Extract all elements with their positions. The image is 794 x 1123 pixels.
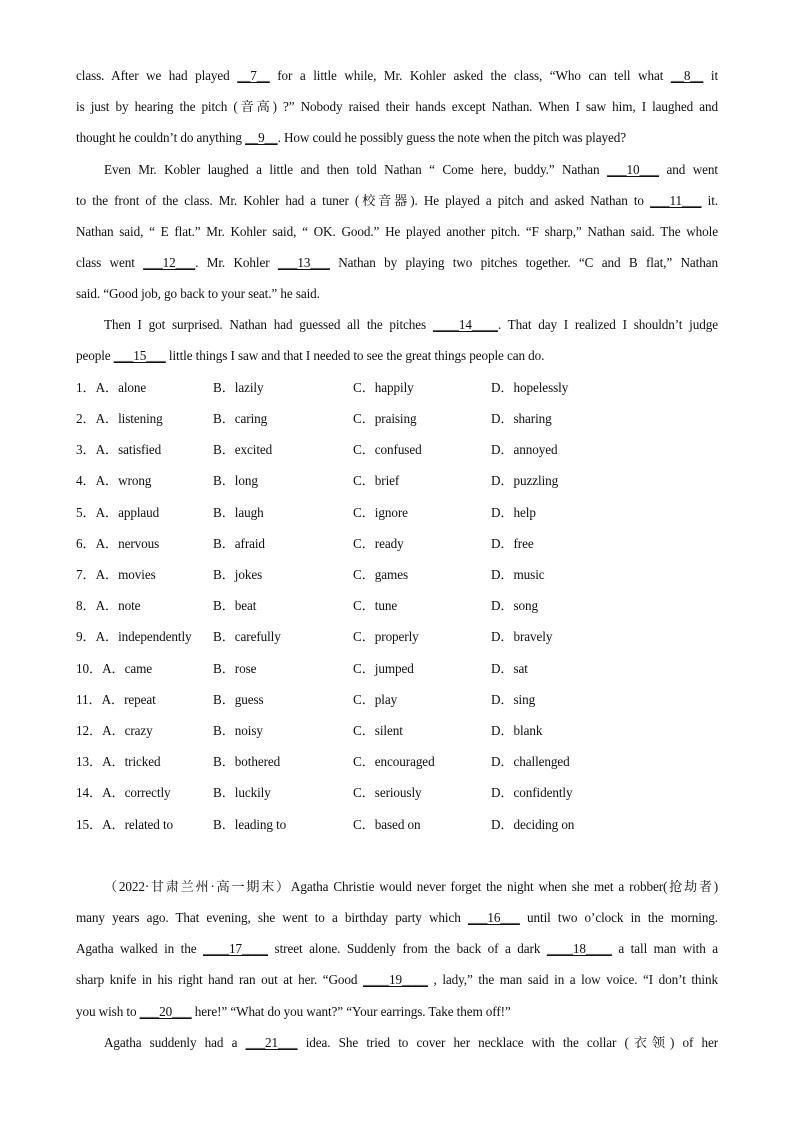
question-number: 10． — [76, 661, 103, 676]
option-b: B．long — [213, 473, 258, 488]
question-row — [76, 690, 718, 710]
question-row — [76, 721, 718, 741]
option-c: C．play — [353, 692, 398, 707]
text-segment: class. After we had played — [76, 68, 238, 83]
text-segment: people — [76, 348, 114, 363]
option-a: A．correctly — [102, 785, 171, 800]
answer-blank: ___12___ — [143, 255, 196, 270]
text-segment: street alone. Suddenly from the back of a dark — [268, 941, 547, 956]
option-d: D．hopelessly — [491, 380, 569, 395]
option-group-a — [76, 534, 159, 554]
option-a: A．applaud — [95, 505, 160, 520]
text-segment: class went — [76, 255, 144, 270]
text-line — [76, 970, 718, 990]
question-row — [76, 596, 718, 616]
option-a: A．came — [102, 661, 153, 676]
option-a: A．satisfied — [95, 442, 162, 457]
option-b: B．lazily — [213, 380, 264, 395]
text-line — [76, 191, 718, 211]
option-group-a — [76, 440, 161, 460]
option-b: B．caring — [213, 411, 268, 426]
text-segment: until two o’clock in the morning. — [519, 910, 718, 925]
option-c: C．encouraged — [353, 754, 435, 769]
option-group-a — [76, 409, 163, 429]
text-segment: , lady,” the man said in a low voice. “I don’t think — [427, 972, 718, 987]
option-b: B．bothered — [213, 754, 281, 769]
option-group-a — [76, 690, 156, 710]
text-segment: said. “Good job, go back to your seat.” he said. — [76, 286, 320, 301]
option-d: D．challenged — [491, 754, 570, 769]
option-c: C．jumped — [353, 661, 414, 676]
text-segment: （2022·甘肃兰州·高一期末）Agatha Christie would never forget the night when she met a robber(抢劫者) — [104, 879, 718, 894]
option-c: C．games — [353, 567, 408, 582]
question-row — [76, 440, 718, 460]
answer-blank: ___20___ — [139, 1004, 192, 1019]
question-number: 6． — [76, 536, 96, 551]
option-group-a — [76, 659, 152, 679]
option-b: B．guess — [213, 692, 264, 707]
answer-blank: ___21___ — [245, 1035, 298, 1050]
answer-blank: ____17____ — [203, 941, 268, 956]
text-line — [76, 222, 718, 242]
question-row — [76, 534, 718, 554]
text-segment: sharp knife in his right hand ran out at her. “Good — [76, 972, 363, 987]
text-segment: it. — [701, 193, 718, 208]
option-b: B．noisy — [213, 723, 263, 738]
question-number: 13． — [76, 754, 103, 769]
question-number: 2． — [76, 411, 96, 426]
answer-blank: ___10___ — [607, 162, 659, 177]
question-row — [76, 815, 718, 835]
option-b: B．excited — [213, 442, 273, 457]
answer-blank: ___15___ — [113, 348, 166, 363]
option-group-a — [76, 596, 140, 616]
answer-blank: ____14____ — [432, 317, 498, 332]
text-segment: Nathan by playing two pitches together. “C and B flat,” Nathan — [329, 255, 718, 270]
text-segment: . How could he possibly guess the note when the pitch was played? — [277, 130, 626, 145]
text-line — [76, 908, 718, 928]
option-a: A．alone — [95, 380, 147, 395]
answer-blank: ___11___ — [650, 193, 702, 208]
text-line — [76, 1002, 718, 1022]
option-c: C．seriously — [353, 785, 422, 800]
text-segment: Even Mr. Kobler laughed a little and then told Nathan “ Come here, buddy.” Nathan — [104, 162, 608, 177]
option-a: A．wrong — [95, 473, 152, 488]
option-a: A．nervous — [95, 536, 160, 551]
question-row — [76, 752, 718, 772]
option-d: D．deciding on — [491, 817, 575, 832]
option-group-a — [76, 783, 171, 803]
option-d: D．annoyed — [491, 442, 558, 457]
text-segment: Then I got surprised. Nathan had guessed all the pitches — [104, 317, 433, 332]
option-b: B．leading to — [213, 817, 287, 832]
question-row — [76, 503, 718, 523]
option-group-a — [76, 503, 159, 523]
text-segment: many years ago. That evening, she went to a birthday party which — [76, 910, 468, 925]
option-d: D．help — [491, 505, 536, 520]
option-a: A．tricked — [102, 754, 161, 769]
question-row — [76, 378, 718, 398]
option-b: B．carefully — [213, 629, 281, 644]
option-a: A．crazy — [102, 723, 153, 738]
text-segment: for a little while, Mr. Kohler asked the class, “Who can tell what — [269, 68, 671, 83]
option-a: A．related to — [102, 817, 174, 832]
option-group-a — [76, 565, 156, 585]
text-line — [76, 346, 718, 366]
option-a: A．independently — [95, 629, 192, 644]
answer-blank: ____18____ — [546, 941, 612, 956]
text-segment: idea. She tried to cover her necklace with the collar (衣领) of her — [297, 1035, 718, 1050]
text-line — [104, 877, 718, 897]
option-c: C．confused — [353, 442, 422, 457]
question-row — [76, 627, 718, 647]
text-segment: . That day I realized I shouldn’t judge — [497, 317, 718, 332]
option-a: A．listening — [95, 411, 163, 426]
option-c: C．silent — [353, 723, 403, 738]
option-c: C．ignore — [353, 505, 408, 520]
answer-blank: __7__ — [237, 68, 270, 83]
option-c: C．happily — [353, 380, 414, 395]
question-number: 9． — [76, 629, 96, 644]
text-segment: Agatha walked in the — [76, 941, 204, 956]
option-group-a — [76, 627, 192, 647]
option-d: D．sing — [491, 692, 536, 707]
option-group-a — [76, 471, 151, 491]
text-segment: it — [703, 68, 718, 83]
question-number: 7． — [76, 567, 96, 582]
option-c: C．based on — [353, 817, 421, 832]
option-d: D．song — [491, 598, 539, 613]
text-segment: here!” “What do you want?” “Your earrings. Take them off!” — [191, 1004, 511, 1019]
text-line — [104, 315, 718, 335]
option-group-a — [76, 721, 153, 741]
option-d: D．free — [491, 536, 534, 551]
option-c: C．properly — [353, 629, 419, 644]
text-line — [76, 128, 718, 148]
question-row — [76, 783, 718, 803]
option-d: D．blank — [491, 723, 543, 738]
question-number: 12． — [76, 723, 103, 738]
question-number: 3． — [76, 442, 96, 457]
text-line — [104, 1033, 718, 1053]
question-row — [76, 659, 718, 679]
text-segment: Nathan said, “ E flat.” Mr. Kohler said, “ OK. Good.” He played another pitch. “F sharp,” Nathan said. The whole — [76, 224, 718, 239]
text-segment: little things I saw and that I needed to see the great things people can do. — [165, 348, 545, 363]
text-line — [76, 284, 718, 304]
text-segment: thought he couldn’t do anything — [76, 130, 246, 145]
answer-blank: ____19____ — [363, 972, 428, 987]
question-number: 4． — [76, 473, 96, 488]
option-group-a — [76, 752, 161, 772]
text-segment: and went — [659, 162, 718, 177]
option-b: B．luckily — [213, 785, 271, 800]
option-b: B．laugh — [213, 505, 264, 520]
option-d: D．puzzling — [491, 473, 559, 488]
option-b: B．rose — [213, 661, 257, 676]
option-c: C．ready — [353, 536, 404, 551]
question-row — [76, 565, 718, 585]
option-d: D．bravely — [491, 629, 553, 644]
answer-blank: ___13___ — [277, 255, 330, 270]
option-a: A．repeat — [101, 692, 156, 707]
option-a: A．note — [95, 598, 141, 613]
option-b: B．afraid — [213, 536, 265, 551]
option-group-a — [76, 378, 146, 398]
text-segment: to the front of the class. Mr. Kohler had a tuner (校音器). He played a pitch and asked Nathan to — [76, 193, 651, 208]
option-d: D．confidently — [491, 785, 573, 800]
text-line — [76, 97, 718, 117]
answer-blank: __9__ — [245, 130, 278, 145]
answer-blank: __8__ — [670, 68, 704, 83]
question-number: 11． — [76, 692, 102, 707]
option-d: D．sharing — [491, 411, 552, 426]
text-line — [76, 939, 718, 959]
text-segment: a tall man with a — [611, 941, 718, 956]
option-d: D．sat — [491, 661, 528, 676]
option-c: C．brief — [353, 473, 400, 488]
question-row — [76, 409, 718, 429]
question-number: 14． — [76, 785, 103, 800]
question-number: 1． — [76, 380, 96, 395]
option-b: B．beat — [213, 598, 257, 613]
text-segment: Agatha suddenly had a — [104, 1035, 246, 1050]
question-number: 8． — [76, 598, 96, 613]
text-segment: . Mr. Kohler — [195, 255, 278, 270]
option-c: C．tune — [353, 598, 398, 613]
text-line — [104, 160, 718, 180]
option-c: C．praising — [353, 411, 417, 426]
question-number: 5． — [76, 505, 96, 520]
text-segment: is just by hearing the pitch (音高) ?” Nobody raised their hands except Nathan. When I saw him, I laughed and — [76, 99, 718, 114]
option-group-a — [76, 815, 173, 835]
question-row — [76, 471, 718, 491]
question-number: 15． — [76, 817, 103, 832]
answer-blank: ___16___ — [467, 910, 520, 925]
option-d: D．music — [491, 567, 545, 582]
text-line — [76, 253, 718, 273]
text-segment: you wish to — [76, 1004, 140, 1019]
text-line — [76, 66, 718, 86]
option-b: B．jokes — [213, 567, 263, 582]
option-a: A．movies — [95, 567, 156, 582]
